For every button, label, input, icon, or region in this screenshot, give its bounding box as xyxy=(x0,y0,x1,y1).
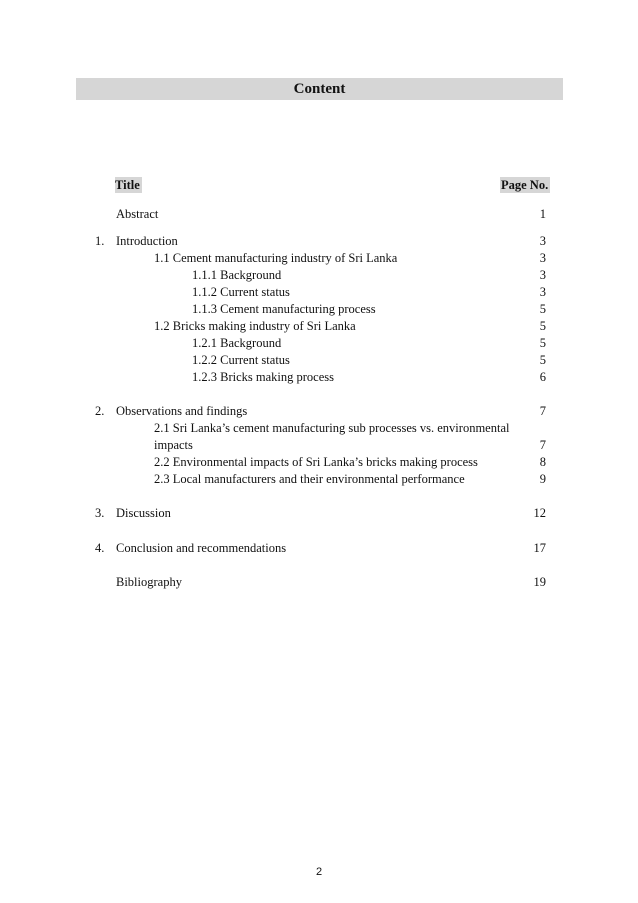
toc-entry-1-2-3: 1.2.3 Bricks making process xyxy=(192,370,334,384)
toc-page-2-3: 9 xyxy=(539,472,546,486)
toc-entry-2-3: 2.3 Local manufacturers and their environmental performance xyxy=(154,472,465,486)
toc-number-discussion: 3. xyxy=(95,506,105,520)
toc-page-observations: 7 xyxy=(539,404,546,418)
toc-page-conclusion: 17 xyxy=(533,541,546,555)
toc-entry-2-2: 2.2 Environmental impacts of Sri Lanka’s bricks making process xyxy=(154,455,478,469)
toc-entry-discussion: Discussion xyxy=(116,506,171,520)
toc-entry-1-2-2: 1.2.2 Current status xyxy=(192,353,290,367)
page-number: 2 xyxy=(315,866,323,878)
toc-page-abstract: 1 xyxy=(539,207,546,221)
toc-entry-1-1: 1.1 Cement manufacturing industry of Sri Lanka xyxy=(154,251,398,265)
toc-page-discussion: 12 xyxy=(533,506,546,520)
toc-page-1-2-3: 6 xyxy=(539,370,546,384)
toc-number-introduction: 1. xyxy=(95,234,105,248)
toc-entry-1-2: 1.2 Bricks making industry of Sri Lanka xyxy=(154,319,356,333)
toc-entry-conclusion: Conclusion and recommendations xyxy=(116,541,287,555)
toc-page-1-2-2: 5 xyxy=(539,353,546,367)
page-heading: Content xyxy=(76,78,563,100)
toc-page-1-1-2: 3 xyxy=(539,285,546,299)
toc-page-introduction: 3 xyxy=(539,234,546,248)
toc-entry-1-1-3: 1.1.3 Cement manufacturing process xyxy=(192,302,376,316)
toc-entry-1-1-2: 1.1.2 Current status xyxy=(192,285,290,299)
toc-page-1-1-1: 3 xyxy=(539,268,546,282)
toc-page-1-1-3: 5 xyxy=(539,302,546,316)
toc-page-2-2: 8 xyxy=(539,455,546,469)
column-header-page: Page No. xyxy=(501,178,549,192)
toc-page-1-2: 5 xyxy=(539,319,546,333)
column-header-title: Title xyxy=(115,178,140,192)
toc-entry-observations: Observations and findings xyxy=(116,404,248,418)
toc-number-conclusion: 4. xyxy=(95,541,105,555)
toc-page-1-1: 3 xyxy=(539,251,546,265)
toc-number-observations: 2. xyxy=(95,404,105,418)
toc-entry-1-1-1: 1.1.1 Background xyxy=(192,268,282,282)
toc-entry-2-1: 2.1 Sri Lanka’s cement manufacturing sub processes vs. environmental xyxy=(154,421,510,435)
toc-entry-introduction: Introduction xyxy=(116,234,178,248)
toc-entry-2-1-continued: impacts xyxy=(154,438,193,452)
toc-entry-1-2-1: 1.2.1 Background xyxy=(192,336,282,350)
toc-entry-bibliography: Bibliography xyxy=(116,575,182,589)
toc-page-bibliography: 19 xyxy=(533,575,546,589)
toc-page-2-1: 7 xyxy=(539,438,546,452)
toc-entry-abstract: Abstract xyxy=(116,207,159,221)
toc-page-1-2-1: 5 xyxy=(539,336,546,350)
